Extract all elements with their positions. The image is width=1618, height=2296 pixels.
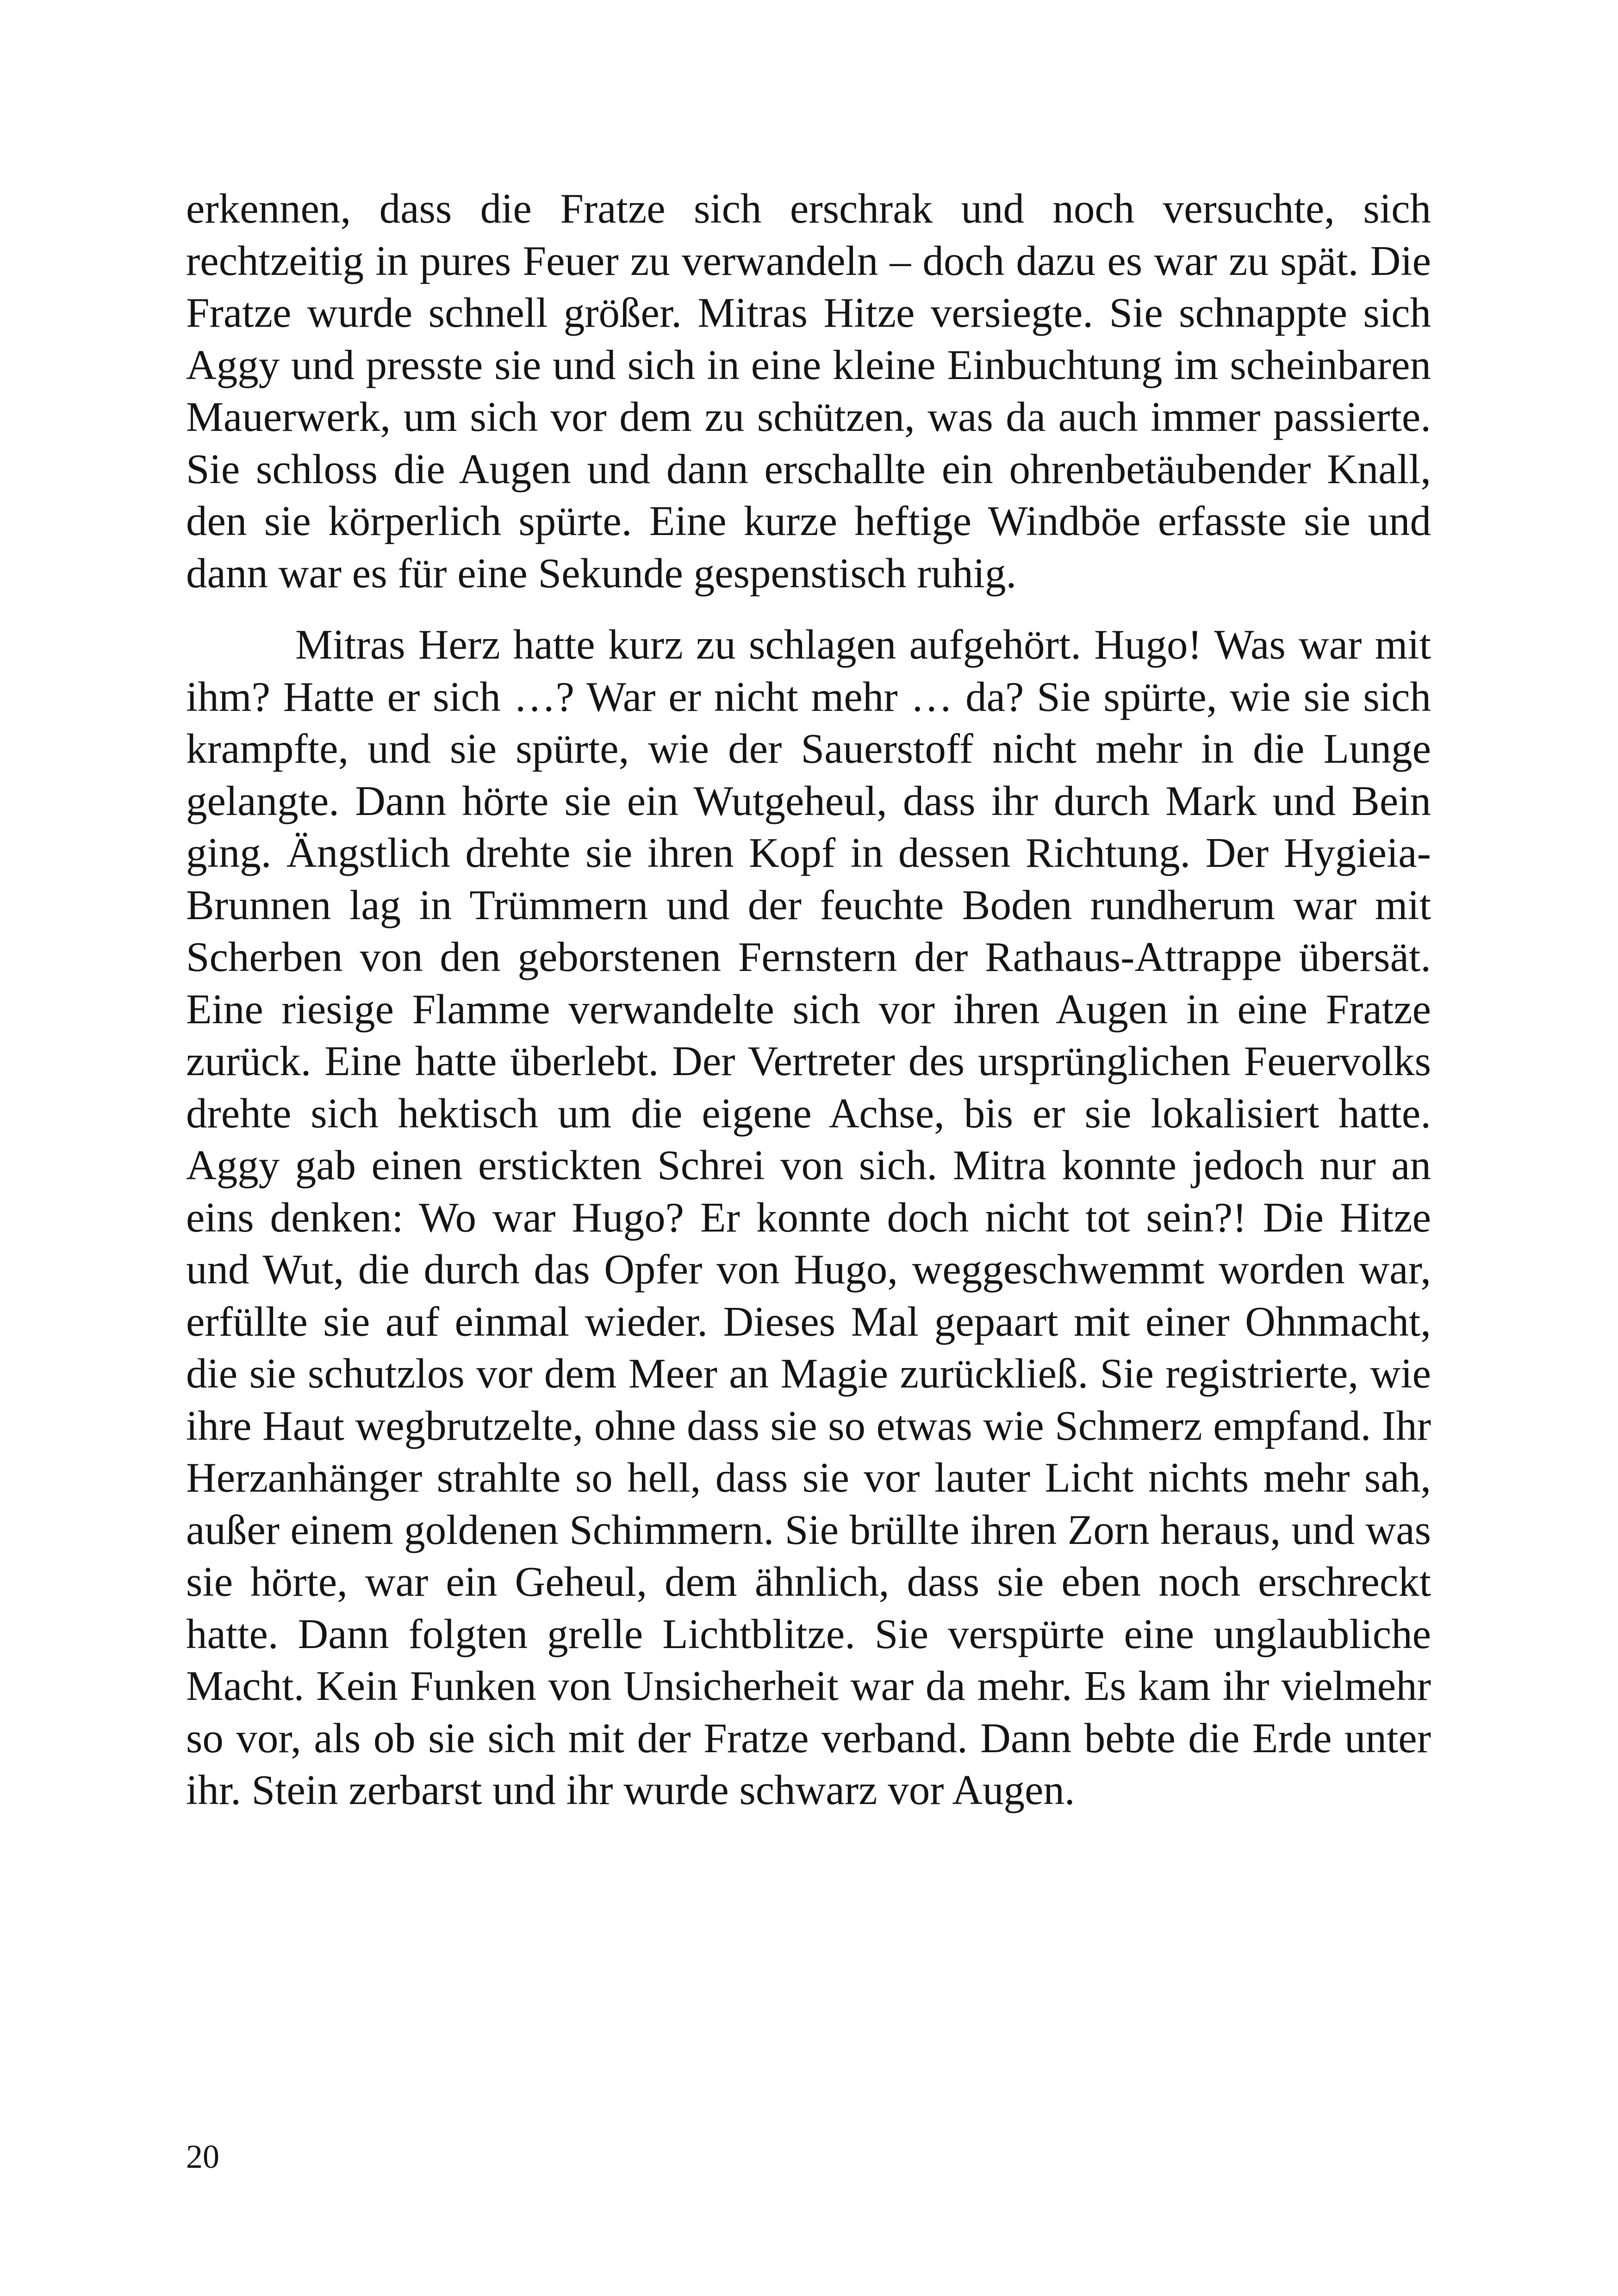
paragraph-2: Mitras Herz hatte kurz zu schlagen aufgehört. Hugo! Was war mit ihm? Hatte er sich …? War er nicht mehr … da? Sie spürte, wie sie sich krampfte, und sie spürte, wie der Sauerstoff nicht mehr in die Lunge gelangte. Dann hörte sie ein Wutgeheul, dass ihr durch Mark und Bein ging. Ängstlich drehte sie ihren Kopf in dessen Richtung. Der Hygieia-Brunnen lag in Trümmern und der feuchte Boden rundherum war mit Scherben von den geborstenen Fernstern der Rathaus-Attrappe übersät. Eine riesige Flamme verwandelte sich vor ihren Augen in eine Fratze zurück. Eine hatte überlebt. Der Vertreter des ursprünglichen Feuervolks drehte sich hektisch um die eigene Achse, bis er sie lokalisiert hatte. Aggy gab einen erstickten Schrei von sich. Mitra konnte jedoch nur an eins denken: Wo war Hugo? Er konnte doch nicht tot sein?! Die Hitze und Wut, die durch das Opfer von Hugo, weggeschwemmt worden war, erfüllte sie auf einmal wieder. Dieses Mal gepaart mit einer Ohnmacht, die sie schutzlos vor dem Meer an Magie zurückließ. Sie registrierte, wie ihre Haut wegbrutzelte, ohne dass sie so etwas wie Schmerz empfand. Ihr Herzanhänger strahlte so hell, dass sie vor lauter Licht nichts mehr sah, außer einem goldenen Schimmern. Sie brüllte ihren Zorn heraus, und was sie hörte, war ein Geheul, dem ähnlich, dass sie eben noch erschreckt hatte. Dann folgten grelle Lichtblitze. Sie verspürte eine unglaubliche Macht. Kein Funken von Unsicherheit war da mehr. Es kam ihr vielmehr so vor, als ob sie sich mit der Fratze verband. Dann bebte die Erde unter ihr. Stein zerbarst und ihr wurde schwarz vor Augen. bbox=[186, 621, 1431, 1813]
body-text bbox=[186, 183, 1431, 1817]
page-number: 20 bbox=[186, 2138, 219, 2175]
paragraph-1: erkennen, dass die Fratze sich erschrak und noch versuchte, sich rechtzeitig in pures Feuer zu verwandeln – doch dazu es war zu spät. Die Fratze wurde schnell größer. Mitras Hitze versiegte. Sie schnappte sich Aggy und presste sie und sich in eine kleine Einbuchtung im scheinbaren Mauerwerk, um sich vor dem zu schützen, was da auch immer passierte. Sie schloss die Augen und dann erschallte ein ohrenbetäubender Knall, den sie körperlich spürte. Eine kurze heftige Windböe erfasste sie und dann war es für eine Sekunde gespenstisch ruhig. bbox=[186, 185, 1431, 597]
